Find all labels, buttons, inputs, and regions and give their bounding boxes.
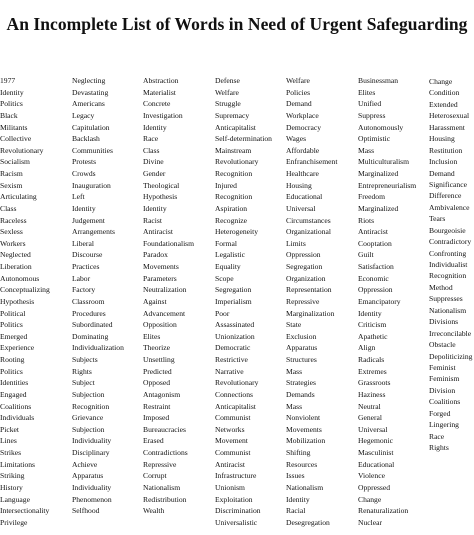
word-item: Restitution <box>429 145 463 155</box>
word-item: Tears <box>429 214 446 224</box>
word-column-3 <box>143 75 194 517</box>
word-item: Individuality <box>72 482 112 492</box>
word-item: Bureaucracies <box>143 424 187 434</box>
word-item: Oppression <box>358 285 393 295</box>
word-item: Optimistic <box>358 134 391 144</box>
word-item: Contradictions <box>143 448 188 457</box>
word-item: Judgement <box>72 215 105 225</box>
word-item: Restraint <box>143 401 171 411</box>
word-item: Heterogeneity <box>215 227 259 237</box>
word-item: Marginalized <box>358 203 399 213</box>
word-item: Identity <box>143 203 167 213</box>
word-item: Investigation <box>143 110 183 120</box>
word-item: Lingering <box>429 420 459 430</box>
word-item: Politics <box>0 320 23 330</box>
word-item: Connections <box>215 389 253 399</box>
word-item: Dominating <box>72 331 109 341</box>
word-item: Neglected <box>0 250 31 260</box>
word-item: Ambivalence <box>429 202 470 212</box>
word-item: Method <box>429 282 453 292</box>
word-item: Inclusion <box>429 157 458 167</box>
word-item: Recognition <box>215 169 253 178</box>
word-item: Subjection <box>72 424 105 434</box>
word-item: Divisions <box>429 317 459 327</box>
word-item: Class <box>143 145 160 155</box>
word-item: Concrete <box>143 99 171 109</box>
word-item: Workplace <box>286 110 319 120</box>
word-item: Equality <box>215 262 241 271</box>
word-item: Arrangements <box>72 227 116 237</box>
word-item: Universal <box>286 203 316 213</box>
word-item: Limits <box>286 238 306 248</box>
word-item: Racial <box>286 506 306 516</box>
word-item: Affordable <box>286 145 320 155</box>
word-item: Depoliticizing <box>429 351 473 361</box>
word-item: Housing <box>429 134 455 144</box>
word-item: Picket <box>0 424 19 434</box>
word-item: Identity <box>143 122 167 132</box>
word-item: Backlash <box>72 134 100 144</box>
word-item: Lines <box>0 436 17 446</box>
word-item: Multiculturalism <box>358 157 410 167</box>
word-item: Desegregation <box>286 517 330 527</box>
word-item: Limitations <box>0 459 36 469</box>
word-item: Infrastructure <box>215 471 257 481</box>
word-item: Subjects <box>72 355 98 364</box>
word-item: Language <box>0 494 30 504</box>
page-title: An Incomplete List of Words in Need of Urgent Safeguarding <box>6 14 468 34</box>
word-item: Formal <box>215 238 237 248</box>
word-column-7 <box>429 76 472 453</box>
word-item: Segregation <box>286 262 323 271</box>
word-item: Nationalism <box>429 305 467 315</box>
word-item: Apparatus <box>286 343 318 353</box>
word-item: Race <box>143 134 159 144</box>
word-item: Imperialism <box>215 296 252 306</box>
word-item: Supremacy <box>215 110 250 120</box>
word-item: Individuality <box>72 436 112 446</box>
word-item: Shifting <box>286 448 311 457</box>
word-item: Emerged <box>0 331 28 341</box>
word-item: General <box>358 413 383 423</box>
word-item: Align <box>358 343 376 353</box>
word-column-2 <box>72 75 124 517</box>
word-item: Universalistic <box>215 517 258 527</box>
word-item: Anticapitalist <box>215 122 256 132</box>
word-item: Antiracist <box>143 227 173 237</box>
word-item: Haziness <box>358 389 386 399</box>
word-item: Black <box>0 110 18 120</box>
word-item: Structures <box>286 355 317 364</box>
word-item: Unsettling <box>143 355 175 364</box>
word-column-4 <box>215 75 272 528</box>
word-item: Communities <box>72 145 113 155</box>
word-item: Articulating <box>0 192 37 202</box>
word-item: Legacy <box>72 110 95 120</box>
word-item: Engaged <box>0 389 27 399</box>
word-item: Individualization <box>72 343 124 353</box>
word-item: Emancipatory <box>358 296 401 306</box>
word-item: Individualist <box>429 260 468 269</box>
word-item: Circumstances <box>286 215 331 225</box>
word-item: Recognize <box>215 215 248 225</box>
word-item: Apathetic <box>358 331 388 341</box>
word-item: Redistribution <box>143 494 187 504</box>
word-item: Paradox <box>143 250 168 260</box>
word-item: Liberation <box>0 262 32 271</box>
word-item: Experience <box>0 343 35 353</box>
word-item: Violence <box>358 471 385 481</box>
word-item: Coalitions <box>429 397 461 407</box>
word-item: Political <box>0 308 26 318</box>
word-item: Economic <box>358 273 389 283</box>
word-item: Rights <box>429 443 449 452</box>
word-item: Democracy <box>286 122 321 132</box>
word-item: Achieve <box>72 459 98 469</box>
word-item: Cooptation <box>358 238 392 248</box>
word-item: Welfare <box>215 87 239 97</box>
word-column-1 <box>0 75 50 528</box>
word-item: Anticapitalist <box>215 401 256 411</box>
word-item: Organizational <box>286 227 331 237</box>
word-item: Businessman <box>358 76 399 85</box>
word-item: Individuals <box>0 413 35 423</box>
word-item: Difference <box>429 191 462 201</box>
word-item: Against <box>143 296 167 306</box>
word-item: Racist <box>143 215 162 225</box>
word-item: Privilege <box>0 517 28 527</box>
word-item: Phenomenon <box>72 494 112 504</box>
word-item: Healthcare <box>286 169 319 178</box>
word-item: Repressive <box>286 296 320 306</box>
word-item: Significance <box>429 179 467 189</box>
word-item: Americans <box>72 99 105 109</box>
word-item: Narrative <box>215 366 244 376</box>
word-item: Feminist <box>429 362 456 372</box>
word-item: Militants <box>0 122 28 132</box>
word-item: Repressive <box>143 459 177 469</box>
word-item: Mass <box>286 366 303 376</box>
word-item: Hypothesis <box>0 296 35 306</box>
word-item: Opposition <box>143 320 177 330</box>
word-item: Educational <box>358 459 395 469</box>
word-item: Confronting <box>429 248 467 258</box>
word-item: Renaturalization <box>358 506 409 516</box>
word-item: Heterosexual <box>429 111 470 121</box>
word-item: Politics <box>0 366 23 376</box>
word-item: Nationalism <box>286 482 324 492</box>
word-item: Recognition <box>72 401 110 411</box>
word-item: Obstacle <box>429 340 456 350</box>
word-item: Class <box>0 203 17 213</box>
word-item: Neglecting <box>72 76 106 85</box>
word-item: Revolutionary <box>215 157 259 167</box>
word-item: Grievance <box>72 413 104 423</box>
word-item: Defense <box>215 76 240 85</box>
word-item: Nationalism <box>143 482 181 492</box>
word-item: Identity <box>0 87 24 97</box>
word-item: Hypothesis <box>143 192 178 202</box>
word-item: Injured <box>215 180 237 190</box>
word-item: Housing <box>286 180 312 190</box>
word-item: Communist <box>215 413 251 423</box>
word-item: Feminism <box>429 374 460 384</box>
word-item: Subordinated <box>72 320 113 330</box>
word-item: Erased <box>143 436 164 446</box>
word-item: Rights <box>72 366 92 376</box>
word-item: Scope <box>215 273 234 283</box>
word-item: Oppressed <box>358 482 391 492</box>
word-item: Universal <box>358 424 388 434</box>
word-item: Discourse <box>72 250 103 260</box>
word-item: Bourgeoisie <box>429 225 466 235</box>
word-item: Labor <box>72 273 91 283</box>
word-item: Aspiration <box>215 203 248 213</box>
word-item: Theological <box>143 180 180 190</box>
word-item: Classroom <box>72 296 105 306</box>
word-item: Communist <box>215 448 251 457</box>
word-item: Autonomously <box>358 122 404 132</box>
word-item: Suppress <box>358 110 386 120</box>
word-item: Welfare <box>286 76 310 85</box>
word-item: State <box>286 320 302 330</box>
word-item: Extremes <box>358 366 387 376</box>
word-item: Mainstream <box>215 145 252 155</box>
word-item: Issues <box>286 471 305 481</box>
word-item: Forged <box>429 408 451 418</box>
word-item: Riots <box>358 215 375 225</box>
word-item: Conceptualizing <box>0 285 50 295</box>
word-item: Protests <box>72 157 97 167</box>
word-item: Movements <box>143 262 179 271</box>
word-item: Divine <box>143 157 164 167</box>
word-item: Liberal <box>72 238 94 248</box>
word-item: Parameters <box>143 273 177 283</box>
word-item: Marginalized <box>358 169 399 178</box>
word-item: Gender <box>143 169 166 178</box>
word-item: Mobilization <box>286 436 326 446</box>
word-item: Mass <box>358 145 375 155</box>
word-item: Neutral <box>358 401 381 411</box>
word-item: History <box>0 482 23 492</box>
word-item: Division <box>429 385 456 395</box>
word-item: Practices <box>72 262 100 271</box>
word-item: Identity <box>72 203 96 213</box>
word-item: Rooting <box>0 355 25 364</box>
word-item: Unionism <box>215 482 245 492</box>
word-item: Striking <box>0 471 25 481</box>
word-item: Politics <box>0 99 23 109</box>
word-item: Antiracist <box>215 459 245 469</box>
word-item: Organization <box>286 273 326 283</box>
word-item: Identity <box>286 494 310 504</box>
word-item: Theorize <box>143 343 170 353</box>
word-item: Oppression <box>286 250 321 260</box>
word-item: Intersectionality <box>0 506 50 516</box>
word-item: Harassment <box>429 122 465 132</box>
word-item: Freedom <box>358 192 385 202</box>
word-item: Identity <box>358 308 382 318</box>
word-item: Sexism <box>0 180 23 190</box>
word-item: Unionization <box>215 331 255 341</box>
word-item: Exclusion <box>286 331 317 341</box>
word-item: Assassinated <box>215 320 255 330</box>
word-item: Wealth <box>143 506 165 516</box>
word-item: Coalitions <box>0 401 32 411</box>
word-item: Subject <box>72 378 95 388</box>
word-item: Imposed <box>143 413 170 423</box>
word-item: Marginalization <box>286 308 335 318</box>
word-item: Revolutionary <box>215 378 259 388</box>
word-item: Identities <box>0 378 29 388</box>
word-item: Restrictive <box>215 355 248 364</box>
word-item: Contradictory <box>429 237 472 247</box>
word-item: Disciplinary <box>72 448 110 457</box>
word-item: Unified <box>358 99 382 109</box>
word-item: Opposed <box>143 378 170 388</box>
word-item: Enfranchisement <box>286 157 338 167</box>
word-item: Satisfaction <box>358 262 394 271</box>
word-item: Irreconcilable <box>429 328 472 338</box>
word-item: Democratic <box>215 343 251 353</box>
word-column-6 <box>358 75 416 528</box>
word-item: Demand <box>286 99 312 109</box>
word-item: Nuclear <box>358 517 383 527</box>
word-item: Struggle <box>215 99 241 109</box>
word-item: Elites <box>358 87 376 97</box>
word-item: Apparatus <box>72 471 104 481</box>
word-item: Racism <box>0 169 23 178</box>
word-item: Radicals <box>358 355 385 364</box>
word-item: Movements <box>286 424 322 434</box>
word-item: Grassroots <box>358 378 391 388</box>
word-item: Factory <box>72 285 96 295</box>
word-item: Movement <box>215 436 248 446</box>
word-item: Demands <box>286 389 315 399</box>
word-item: Strategies <box>286 378 316 388</box>
word-item: Networks <box>215 424 245 434</box>
word-item: Nonviolent <box>286 413 321 423</box>
word-item: Self-determination <box>215 134 272 144</box>
word-item: Masculinist <box>358 448 394 457</box>
word-item: Policies <box>286 87 311 97</box>
word-item: Antiracist <box>358 227 388 237</box>
word-item: Sexless <box>0 227 23 237</box>
word-item: Revolutionary <box>0 145 44 155</box>
word-item: Hegemonic <box>358 436 394 446</box>
word-item: Change <box>358 494 382 504</box>
word-item: Antagonism <box>143 389 181 399</box>
word-item: Materialist <box>143 87 176 97</box>
word-item: Exploitation <box>215 494 253 504</box>
word-item: Capitulation <box>72 122 110 132</box>
word-item: Demand <box>429 168 455 178</box>
word-item: Selfhood <box>72 506 100 516</box>
word-item: 1977 <box>0 76 16 85</box>
word-item: Advancement <box>143 308 186 318</box>
word-item: Abstraction <box>143 76 179 85</box>
word-item: Recognition <box>215 192 253 202</box>
word-item: Recognition <box>429 271 467 281</box>
word-item: Criticism <box>358 320 387 330</box>
word-item: Predicted <box>143 366 172 376</box>
word-item: Collective <box>0 134 32 144</box>
word-item: Educational <box>286 192 323 202</box>
word-column-5 <box>286 75 337 528</box>
word-item: Mass <box>286 401 303 411</box>
word-item: Race <box>429 431 445 441</box>
word-item: Elites <box>143 331 161 341</box>
word-item: Guilt <box>358 250 374 260</box>
word-item: Resources <box>286 459 318 469</box>
word-item: Change <box>429 77 453 86</box>
word-item: Extended <box>429 99 458 109</box>
word-item: Crowds <box>72 169 96 178</box>
word-item: Condition <box>429 88 460 98</box>
word-item: Workers <box>0 238 26 248</box>
word-item: Inauguration <box>72 180 111 190</box>
word-item: Left <box>72 192 85 202</box>
word-item: Strikes <box>0 448 22 457</box>
word-item: Autonomous <box>0 273 40 283</box>
word-item: Foundationalism <box>143 238 195 248</box>
word-item: Entrepreneurialism <box>358 180 417 190</box>
word-item: Procedures <box>72 308 106 318</box>
word-item: Devastating <box>72 87 109 97</box>
word-item: Suppresses <box>429 294 463 304</box>
word-item: Legalistic <box>215 250 245 260</box>
word-item: Discrimination <box>215 506 261 516</box>
word-item: Neutralization <box>143 285 187 295</box>
word-item: Wages <box>286 134 307 144</box>
word-item: Raceless <box>0 215 27 225</box>
word-item: Poor <box>215 308 230 318</box>
word-item: Representation <box>286 285 332 295</box>
word-item: Corrupt <box>143 471 167 481</box>
word-item: Socialism <box>0 157 30 167</box>
word-item: Subjection <box>72 389 105 399</box>
word-item: Segregation <box>215 285 252 295</box>
